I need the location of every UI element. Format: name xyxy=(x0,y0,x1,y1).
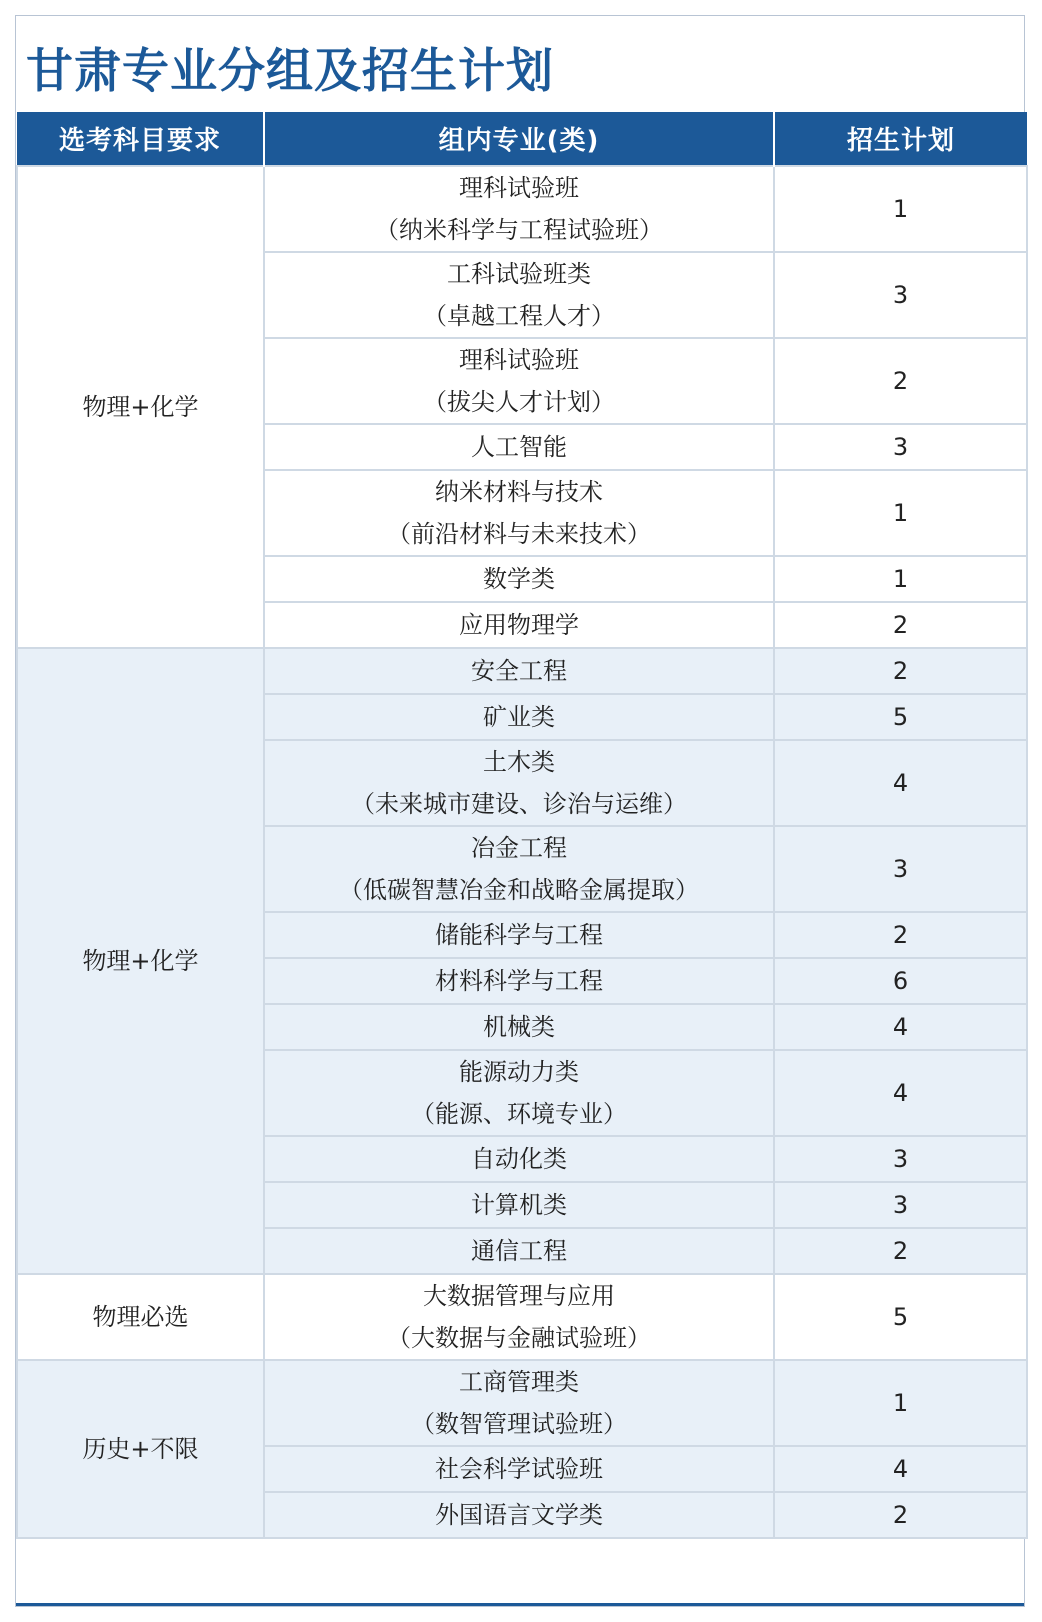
major-cell xyxy=(264,424,774,470)
plan-count: 2 xyxy=(774,338,1027,424)
major-name: 能源动力类 xyxy=(459,1058,579,1086)
major-name: 材料科学与工程 xyxy=(435,967,603,995)
major-name: 自动化类 xyxy=(471,1145,567,1173)
major-cell xyxy=(264,338,774,424)
major-cell xyxy=(264,912,774,958)
major-subtitle: （大数据与金融试验班） xyxy=(387,1324,651,1352)
plan-count: 1 xyxy=(774,470,1027,556)
table-header-row xyxy=(17,112,1027,166)
plan-count: 1 xyxy=(774,1360,1027,1446)
plan-count: 5 xyxy=(774,1274,1027,1360)
major-subtitle: （前沿材料与未来技术） xyxy=(387,520,651,548)
major-cell xyxy=(264,1050,774,1136)
table-body xyxy=(17,166,1027,1538)
major-cell xyxy=(264,1274,774,1360)
major-cell xyxy=(264,1004,774,1050)
plan-count: 2 xyxy=(774,648,1027,694)
table-row xyxy=(17,166,1027,252)
major-name: 矿业类 xyxy=(483,703,555,731)
major-cell xyxy=(264,166,774,252)
page-title: 甘肃专业分组及招生计划 xyxy=(26,44,554,99)
plan-count: 4 xyxy=(774,740,1027,826)
major-cell xyxy=(264,1228,774,1274)
major-cell xyxy=(264,1360,774,1446)
major-cell xyxy=(264,958,774,1004)
major-name: 人工智能 xyxy=(471,433,567,461)
title-bar xyxy=(16,16,1024,112)
major-name: 纳米材料与技术 xyxy=(435,478,603,506)
major-name: 工商管理类 xyxy=(459,1368,579,1396)
plan-count: 3 xyxy=(774,826,1027,912)
major-cell xyxy=(264,252,774,338)
major-subtitle: （未来城市建设、诊治与运维） xyxy=(351,790,687,818)
major-name: 社会科学试验班 xyxy=(435,1455,603,1483)
subject-requirement: 历史+不限 xyxy=(17,1360,264,1538)
major-name: 工科试验班类 xyxy=(447,260,591,288)
major-cell xyxy=(264,602,774,648)
plan-count: 3 xyxy=(774,1182,1027,1228)
subject-requirement: 物理必选 xyxy=(17,1274,264,1360)
plan-count: 1 xyxy=(774,556,1027,602)
major-name: 外国语言文学类 xyxy=(435,1501,603,1529)
plan-count: 3 xyxy=(774,252,1027,338)
header-plan: 招生计划 xyxy=(774,112,1027,166)
major-cell xyxy=(264,694,774,740)
major-name: 储能科学与工程 xyxy=(435,921,603,949)
table-row xyxy=(17,1360,1027,1446)
enrollment-plan-table xyxy=(16,112,1028,1539)
major-subtitle: （低碳智慧冶金和战略金属提取） xyxy=(339,876,699,904)
major-name: 大数据管理与应用 xyxy=(423,1282,615,1310)
major-subtitle: （纳米科学与工程试验班） xyxy=(375,216,663,244)
major-name: 数学类 xyxy=(483,565,555,593)
plan-count: 4 xyxy=(774,1446,1027,1492)
table-row xyxy=(17,1274,1027,1360)
plan-count: 3 xyxy=(774,424,1027,470)
major-name: 应用物理学 xyxy=(459,611,579,639)
plan-count: 2 xyxy=(774,602,1027,648)
table-row xyxy=(17,648,1027,694)
major-cell xyxy=(264,1446,774,1492)
bottom-rule xyxy=(16,1603,1024,1606)
plan-count: 4 xyxy=(774,1050,1027,1136)
major-name: 通信工程 xyxy=(471,1237,567,1265)
major-cell xyxy=(264,826,774,912)
major-subtitle: （能源、环境专业） xyxy=(411,1100,627,1128)
plan-count: 6 xyxy=(774,958,1027,1004)
plan-count: 5 xyxy=(774,694,1027,740)
major-name: 理科试验班 xyxy=(459,346,579,374)
major-name: 土木类 xyxy=(483,748,555,776)
major-name: 理科试验班 xyxy=(459,174,579,202)
plan-count: 2 xyxy=(774,1492,1027,1538)
major-cell xyxy=(264,470,774,556)
major-subtitle: （拔尖人才计划） xyxy=(423,388,615,416)
major-cell xyxy=(264,1136,774,1182)
major-name: 机械类 xyxy=(483,1013,555,1041)
plan-count: 4 xyxy=(774,1004,1027,1050)
subject-requirement: 物理+化学 xyxy=(17,166,264,648)
plan-count: 1 xyxy=(774,166,1027,252)
plan-count: 2 xyxy=(774,912,1027,958)
subject-requirement: 物理+化学 xyxy=(17,648,264,1274)
major-cell xyxy=(264,1492,774,1538)
plan-count: 2 xyxy=(774,1228,1027,1274)
major-name: 计算机类 xyxy=(471,1191,567,1219)
header-subject: 选考科目要求 xyxy=(17,112,264,166)
major-cell xyxy=(264,740,774,826)
major-name: 安全工程 xyxy=(471,657,567,685)
major-cell xyxy=(264,556,774,602)
header-major: 组内专业(类) xyxy=(264,112,774,166)
major-subtitle: （数智管理试验班） xyxy=(411,1410,627,1438)
major-subtitle: （卓越工程人才） xyxy=(423,302,615,330)
major-name: 冶金工程 xyxy=(471,834,567,862)
plan-count: 3 xyxy=(774,1136,1027,1182)
major-cell xyxy=(264,1182,774,1228)
major-cell xyxy=(264,648,774,694)
